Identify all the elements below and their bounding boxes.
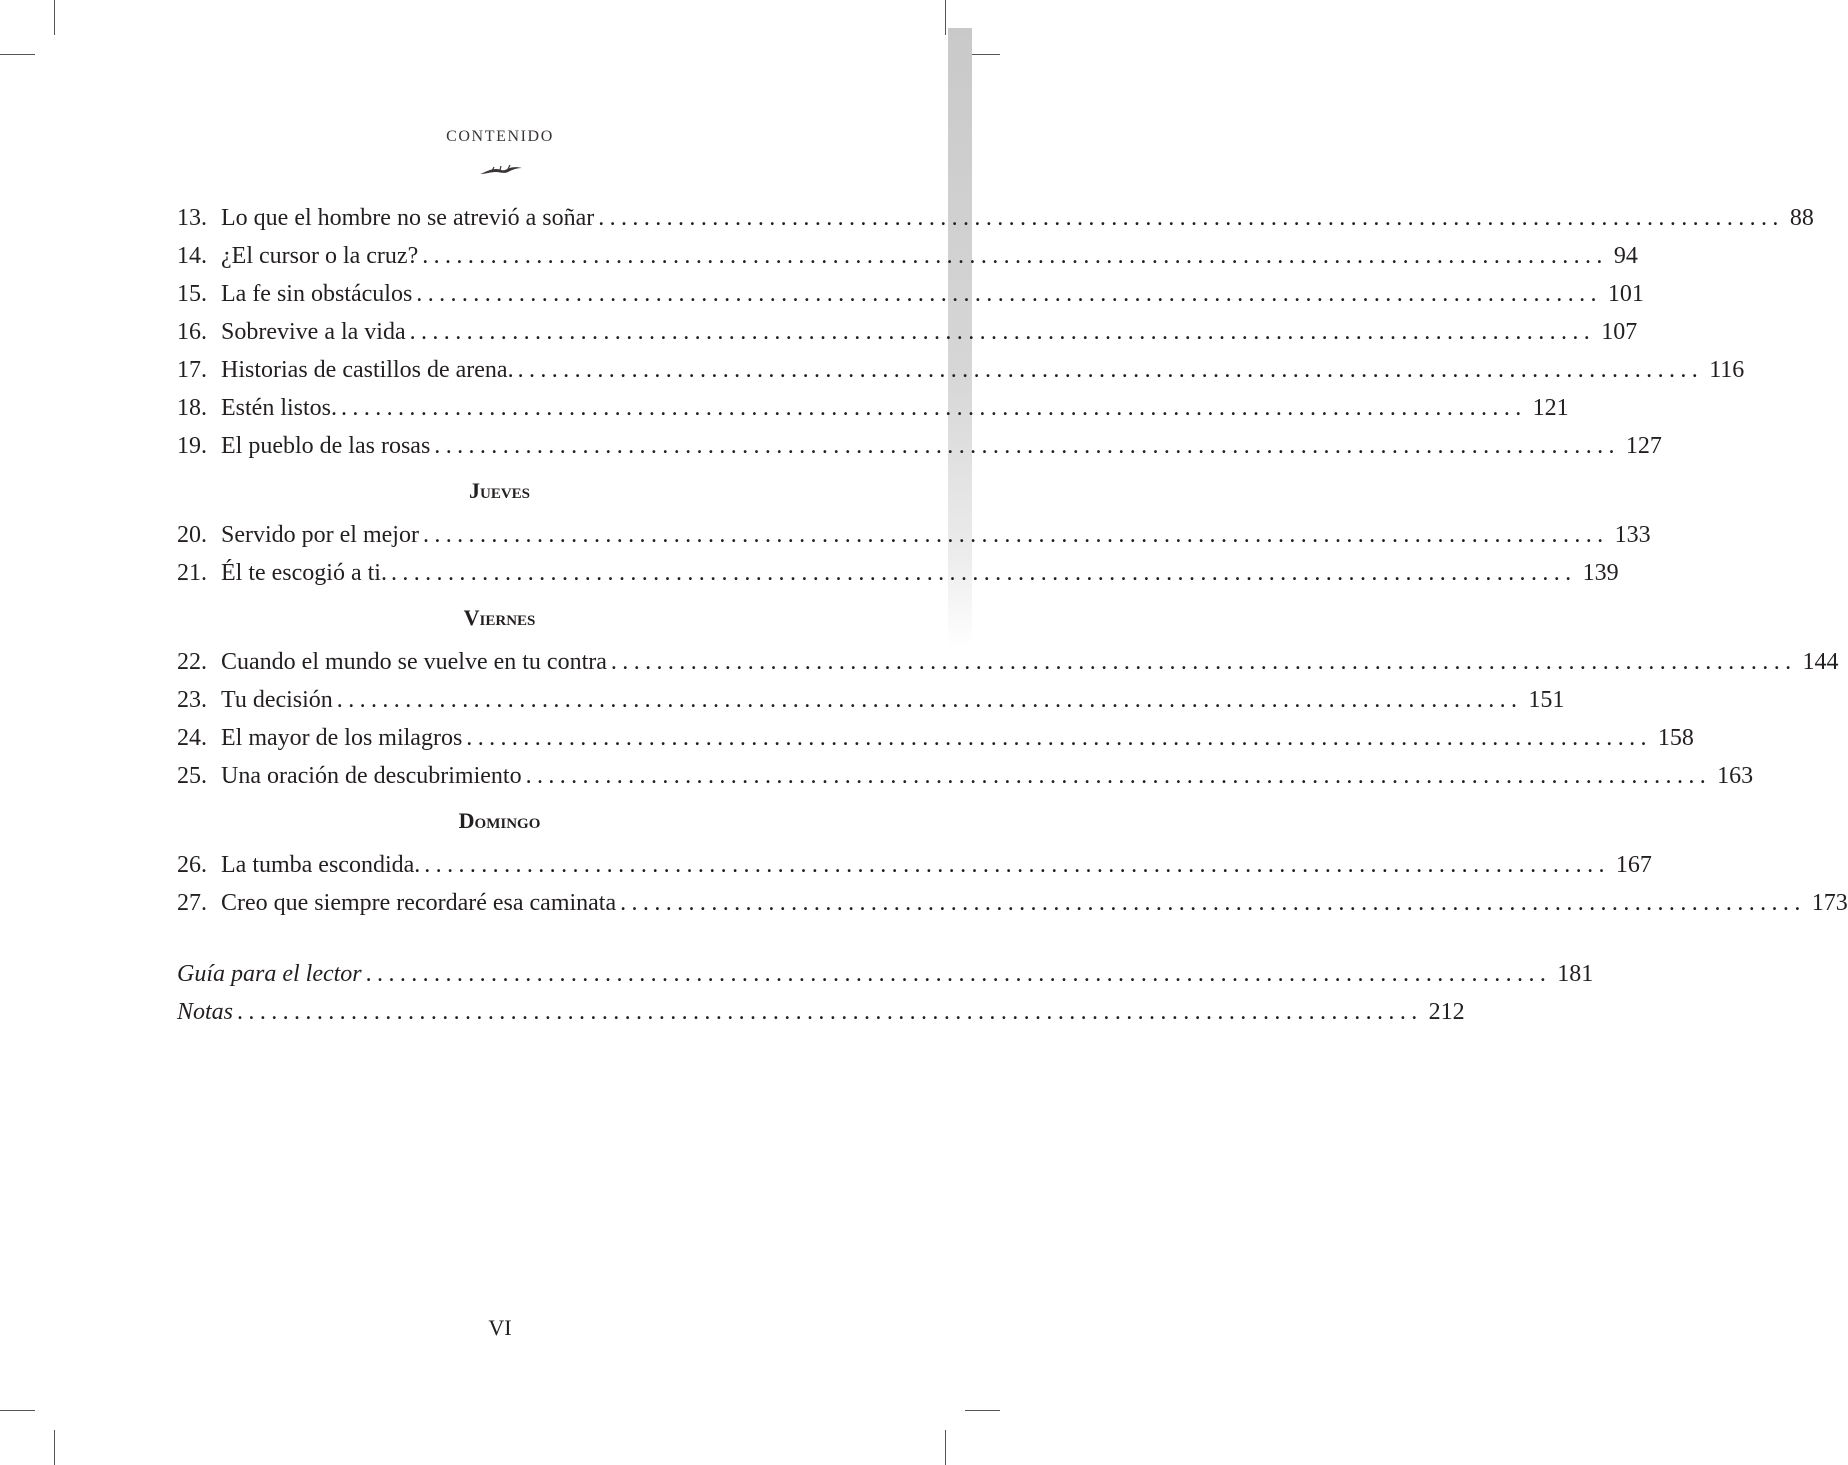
dot-leader: ........................................................................................................ bbox=[365, 961, 1552, 987]
dot-leader: ........................................................................................................ bbox=[434, 433, 1620, 459]
entry-number: 16. bbox=[177, 319, 207, 345]
entry-title: Tu decisión bbox=[221, 687, 333, 713]
entry-page: 127 bbox=[1625, 433, 1662, 459]
toc-entry[interactable] bbox=[177, 389, 1569, 427]
toc-entry[interactable] bbox=[177, 719, 1694, 757]
swash-ornament-icon bbox=[478, 163, 524, 177]
toc-entry[interactable] bbox=[177, 554, 1619, 592]
section-heading-jueves: Jueves bbox=[468, 478, 531, 503]
entry-page: 94 bbox=[1613, 243, 1638, 269]
dot-leader: ........................................................................................................ bbox=[336, 687, 1523, 713]
table-of-contents bbox=[177, 199, 1848, 1031]
entry-title: Una oración de descubrimiento bbox=[221, 763, 522, 789]
entry-title: La fe sin obstáculos bbox=[221, 281, 413, 307]
toc-entry[interactable] bbox=[177, 199, 1814, 237]
dot-leader: ........................................................................................................ bbox=[610, 649, 1797, 675]
toc-entry[interactable] bbox=[177, 351, 1745, 389]
entry-number: 19. bbox=[177, 433, 207, 459]
entry-page: 144 bbox=[1802, 649, 1839, 675]
entry-title: Historias de castillos de arena. bbox=[221, 357, 514, 383]
crop-mark-bottom-right-horizontal bbox=[965, 1410, 1000, 1411]
entry-title: Creo que siempre recordaré esa caminata bbox=[221, 890, 617, 916]
entry-title: El pueblo de las rosas bbox=[221, 433, 431, 459]
entry-number: 20. bbox=[177, 522, 207, 548]
entry-number: 18. bbox=[177, 395, 207, 421]
entry-title: El mayor de los milagros bbox=[221, 725, 463, 751]
entry-page: 88 bbox=[1789, 205, 1814, 231]
dot-leader: ........................................................................................................ bbox=[416, 281, 1602, 307]
entry-title: ¿El cursor o la cruz? bbox=[221, 243, 419, 269]
entry-number: 14. bbox=[177, 243, 207, 269]
entry-page: 181 bbox=[1557, 961, 1594, 987]
entry-page: 139 bbox=[1582, 560, 1619, 586]
entry-page: 167 bbox=[1615, 852, 1652, 878]
entry-title: Guía para el lector bbox=[177, 961, 362, 987]
dot-leader: ........................................................................................................ bbox=[517, 357, 1704, 383]
toc-entry[interactable] bbox=[177, 237, 1638, 275]
entry-page: 173 bbox=[1811, 890, 1848, 916]
toc-entry[interactable] bbox=[177, 313, 1638, 351]
entry-title: Servido por el mejor bbox=[221, 522, 419, 548]
entry-page: 107 bbox=[1601, 319, 1638, 345]
crop-mark-bottom-right-vertical bbox=[945, 1430, 946, 1465]
entry-page: 116 bbox=[1709, 357, 1745, 383]
section-heading-viernes: Viernes bbox=[463, 605, 536, 630]
dot-leader: ........................................................................................................ bbox=[409, 319, 1596, 345]
entry-number: 15. bbox=[177, 281, 207, 307]
toc-entry-back-matter[interactable] bbox=[177, 993, 1465, 1031]
dot-leader: ........................................................................................................ bbox=[620, 890, 1806, 916]
toc-entry[interactable] bbox=[177, 427, 1662, 465]
dot-leader: ........................................................................................................ bbox=[525, 763, 1712, 789]
page-number-folio: VI bbox=[488, 1315, 512, 1340]
toc-entry[interactable] bbox=[177, 516, 1651, 554]
entry-title: Él te escogió a ti. bbox=[221, 560, 387, 586]
entry-number: 17. bbox=[177, 357, 207, 383]
entry-number: 24. bbox=[177, 725, 207, 751]
toc-entry[interactable] bbox=[177, 757, 1754, 795]
crop-mark-top-right-vertical bbox=[945, 0, 946, 35]
back-matter-spacer bbox=[177, 922, 822, 955]
dot-leader: ........................................................................................................ bbox=[237, 999, 1423, 1025]
entry-number: 27. bbox=[177, 890, 207, 916]
crop-mark-bottom-left-horizontal bbox=[0, 1410, 35, 1411]
entry-page: 212 bbox=[1428, 999, 1465, 1025]
entry-number: 13. bbox=[177, 205, 207, 231]
entry-number: 23. bbox=[177, 687, 207, 713]
entry-title: Estén listos. bbox=[221, 395, 338, 421]
toc-entry[interactable] bbox=[177, 643, 1839, 681]
entry-title: La tumba escondida. bbox=[221, 852, 421, 878]
crop-mark-bottom-left-vertical bbox=[54, 1430, 55, 1465]
entry-title: Lo que el hombre no se atrevió a soñar bbox=[221, 205, 595, 231]
entry-page: 163 bbox=[1717, 763, 1754, 789]
toc-entry[interactable] bbox=[177, 681, 1565, 719]
crop-mark-top-left-horizontal bbox=[0, 54, 35, 55]
entry-title: Notas bbox=[177, 999, 234, 1025]
section-heading-domingo: Domingo bbox=[458, 808, 541, 833]
entry-title: Sobrevive a la vida bbox=[221, 319, 406, 345]
entry-number: 25. bbox=[177, 763, 207, 789]
toc-entry[interactable] bbox=[177, 884, 1848, 922]
crop-mark-top-left-vertical bbox=[54, 0, 55, 35]
dot-leader: ........................................................................................................ bbox=[341, 395, 1527, 421]
dot-leader: ........................................................................................................ bbox=[422, 243, 1608, 269]
dot-leader: ........................................................................................................ bbox=[422, 522, 1609, 548]
dot-leader: ........................................................................................................ bbox=[424, 852, 1610, 878]
toc-entry[interactable] bbox=[177, 846, 1652, 884]
dot-leader: ........................................................................................................ bbox=[466, 725, 1652, 751]
entry-number: 22. bbox=[177, 649, 207, 675]
entry-page: 158 bbox=[1657, 725, 1694, 751]
entry-page: 121 bbox=[1532, 395, 1569, 421]
entry-number: 26. bbox=[177, 852, 207, 878]
entry-title: Cuando el mundo se vuelve en tu contra bbox=[221, 649, 607, 675]
entry-number: 21. bbox=[177, 560, 207, 586]
entry-page: 133 bbox=[1614, 522, 1651, 548]
toc-entry-back-matter[interactable] bbox=[177, 955, 1594, 993]
running-head: CONTENIDO bbox=[446, 128, 554, 145]
toc-entry[interactable] bbox=[177, 275, 1644, 313]
dot-leader: ........................................................................................................ bbox=[390, 560, 1577, 586]
entry-page: 101 bbox=[1607, 281, 1644, 307]
entry-page: 151 bbox=[1528, 687, 1565, 713]
dot-leader: ........................................................................................................ bbox=[598, 205, 1784, 231]
